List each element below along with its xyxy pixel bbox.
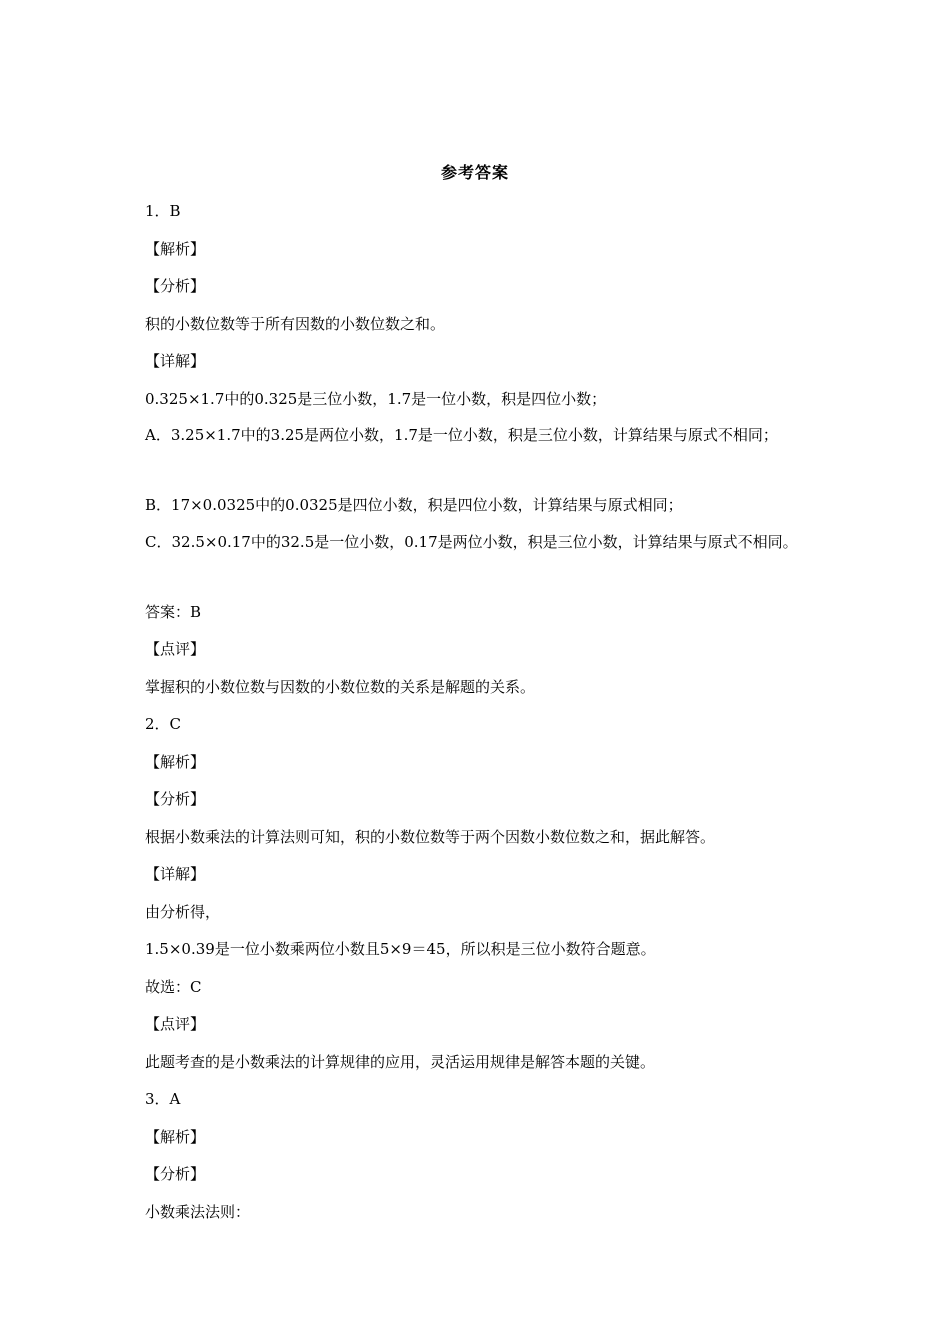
- section-heading: 【详解】: [145, 352, 206, 370]
- section-heading: 【解析】: [145, 1127, 206, 1146]
- section-heading: 【分析】: [145, 277, 206, 295]
- section-heading: 【点评】: [145, 1015, 206, 1033]
- section-heading: 【分析】: [145, 790, 206, 808]
- section-heading: 【解析】: [145, 239, 206, 258]
- answer-number: 1．B: [145, 202, 181, 220]
- paragraph: 故选：C: [145, 977, 202, 996]
- paragraph: 由分析得，: [145, 902, 221, 921]
- paragraph: 根据小数乘法的计算法则可知，积的小数位数等于两个因数小数位数之和，据此解答。: [145, 827, 716, 846]
- section-heading: 【点评】: [145, 640, 206, 658]
- paragraph: B．17×0.0325中的0.0325是四位小数，积是四位小数，计算结果与原式相同；: [145, 496, 683, 514]
- paragraph: A．3.25×1.7中的3.25是两位小数，1.7是一位小数，积是三位小数，计算结果与原式不相同；: [145, 426, 778, 444]
- paragraph: 积的小数位数等于所有因数的小数位数之和。: [145, 314, 446, 333]
- paragraph: 掌握积的小数位数与因数的小数位数的关系是解题的关系。: [145, 677, 536, 696]
- paragraph: 0.325×1.7中的0.325是三位小数，1.7是一位小数，积是四位小数；: [145, 389, 607, 408]
- section-heading: 【分析】: [145, 1165, 206, 1183]
- paragraph: 小数乘法法则：: [145, 1202, 251, 1221]
- answer-content: [145, 198, 815, 1236]
- paragraph: 此题考查的是小数乘法的计算规律的应用，灵活运用规律是解答本题的关键。: [145, 1052, 656, 1071]
- section-heading: 【解析】: [145, 752, 206, 771]
- answer-number: 2．C: [145, 715, 182, 733]
- section-heading: 【详解】: [145, 865, 206, 883]
- answer-number: 3．A: [145, 1090, 181, 1108]
- paragraph: 1.5×0.39是一位小数乘两位小数且5×9＝45，所以积是三位小数符合题意。: [145, 940, 656, 958]
- page-title: 参考答案: [440, 163, 509, 182]
- paragraph: 答案：B: [145, 602, 202, 621]
- paragraph: C．32.5×0.17中的32.5是一位小数，0.17是两位小数，积是三位小数，计算结果与原式不相同。: [145, 532, 798, 551]
